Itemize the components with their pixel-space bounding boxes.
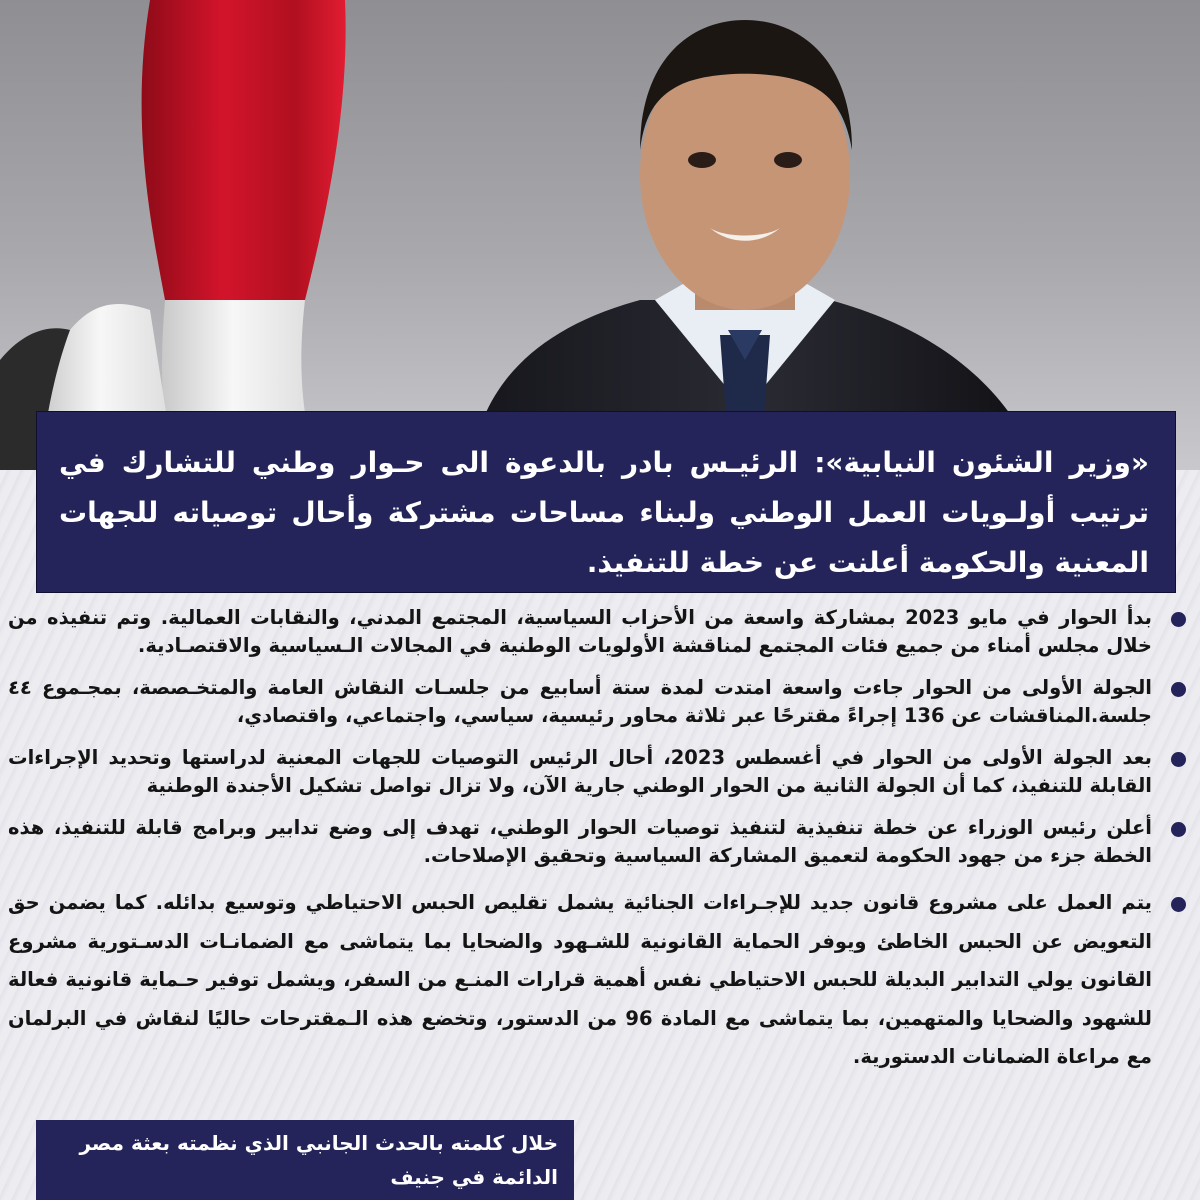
portrait-illustration (0, 0, 1200, 470)
list-item-text: الجولة الأولى من الحوار جاءت واسعة امتدت لمدة ستة أسابيع من جلسـات النقاش العامة والمتخـصصة، بمجـموع ٤٤ جلسة.المناقشات عن 136 إجراءً مقترحًا عبر ثلاثة محاور رئيسية، سياسي، واجتماعي، واقتصادي، (8, 676, 1152, 727)
headline-box (36, 411, 1176, 593)
list-item-text: بعد الجولة الأولى من الحوار في أغسطس 2023، أحال الرئيس التوصيات للجهات المعنية لدراستها وتحديد الإجراءات القابلة للتنفيذ، كما أن الجولة الثانية من الحوار الوطني جارية الآن، ولا تزال تواصل تشكيل الأجندة الوطنية (8, 746, 1153, 797)
caption-box (36, 1120, 574, 1200)
caption-text: خلال كلمته بالحدث الجانبي الذي نظمته بعثة مصر الدائمة في جنيف (79, 1131, 558, 1189)
list-item-text: بدأ الحوار في مايو 2023 بمشاركة واسعة من الأحزاب السياسية، المجتمع المدني، والنقابات العمالية. وتم تنفيذه من خلال مجلس أمناء من جميع فئات المجتمع لمناقشة الأولويات الوطنية في المجالات الـسياسية والاقتصـادية. (8, 606, 1153, 657)
bullet-list (8, 604, 1192, 1091)
list-item (8, 744, 1192, 800)
bullet-icon (1171, 897, 1186, 912)
bullet-icon (1171, 752, 1186, 767)
list-item (8, 884, 1192, 1077)
bullet-icon (1171, 822, 1186, 837)
person-graphic (470, 20, 1040, 470)
list-item (8, 814, 1192, 870)
flag-graphic (0, 0, 346, 470)
list-item (8, 604, 1192, 660)
list-item (8, 674, 1192, 730)
headline-text: «وزير الشئون النيابية»: الرئيـس بادر بالدعوة الى حـوار وطني للتشارك في ترتيب أولـويات العمل الوطني ولبناء مساحات مشتركة وأحال توصياته للجهات المعنية والحكومة أعلنت عن خطة للتنفيذ. (59, 446, 1149, 579)
list-item-text: أعلن رئيس الوزراء عن خطة تنفيذية لتنفيذ توصيات الحوار الوطني، تهدف إلى وضع تدابير وبرامج قابلة للتنفيذ، هذه الخطة جزء من جهود الحكومة لتعميق المشاركة السياسية وتحقيق الإصلاحات. (8, 816, 1152, 867)
bullet-icon (1171, 682, 1186, 697)
list-item-text: يتم العمل على مشروع قانون جديد للإجـراءات الجنائية يشمل تقليص الحبس الاحتياطي وتوسيع بدائله. كما يضمن حق التعويض عن الحبس الخاطئ ويوفر الحماية القانونية للشـهود والضحايا بما يتماشى مع الضمانـات الدسـتورية مشروع القانون يولي التدابير البديلة للحبس الاحتياطي نفس أهمية قرارات المنـع من السفر، ويشمل توفير حـماية قانونية فعالة للشهود والضحايا والمتهمين، بما يتماشى مع المادة 96 من الدستور، وتخضع هذه الـمقترحات حاليًا لنقاش في البرلمان مع مراعاة الضمانات الدستورية. (8, 891, 1152, 1068)
bullet-icon (1171, 612, 1186, 627)
header-photo (0, 0, 1200, 470)
